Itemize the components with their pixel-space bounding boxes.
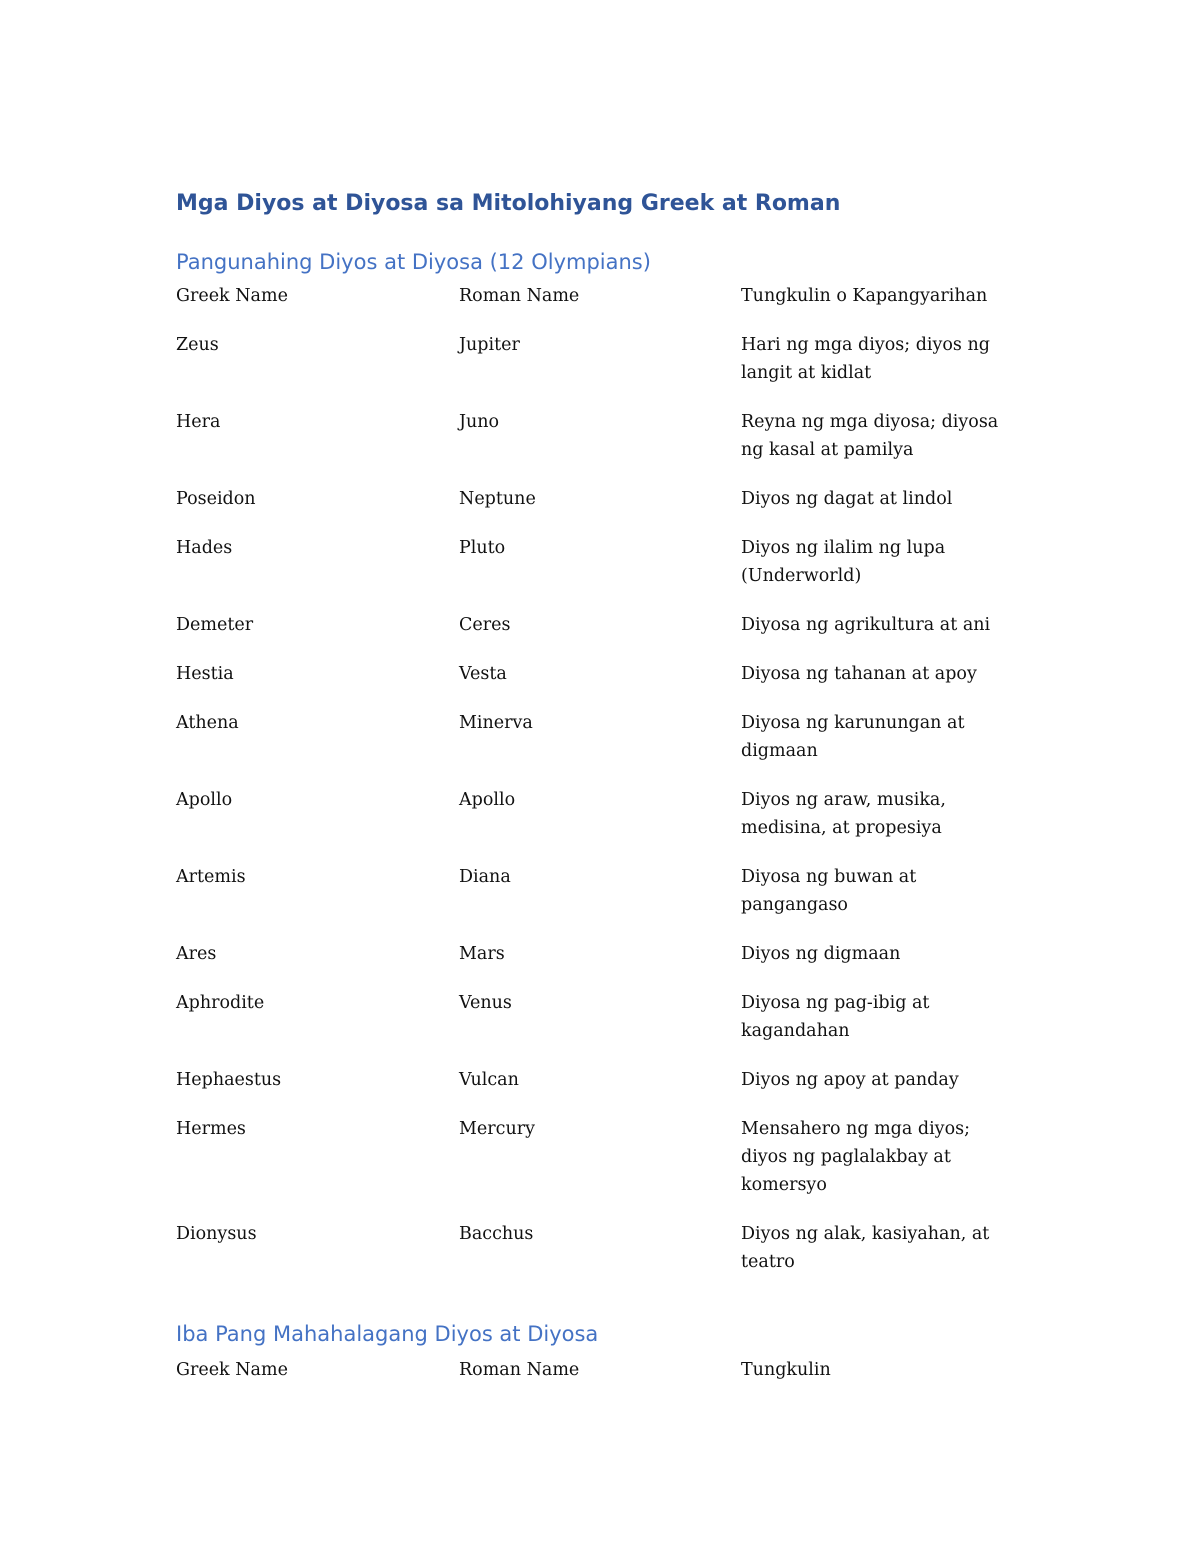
document-title: Mga Diyos at Diyosa sa Mitolohiyang Greek at Roman [176, 191, 841, 216]
greek-name-cell: Ares [176, 944, 217, 964]
role-cell: Diyos ng ilalim ng lupa (Underworld) [741, 538, 946, 586]
table-row [176, 786, 1021, 863]
table-row [176, 989, 1021, 1066]
column-header-roman: Roman Name [459, 286, 580, 306]
greek-name-cell: Hermes [176, 1119, 246, 1139]
greek-name-cell: Hades [176, 538, 233, 558]
role-cell: Reyna ng mga diyosa; diyosa ng kasal at pamilya [741, 412, 999, 460]
roman-name-cell: Pluto [459, 538, 506, 558]
greek-name-cell: Demeter [176, 615, 254, 635]
roman-name-cell: Apollo [459, 790, 516, 810]
roman-name-cell: Bacchus [459, 1224, 534, 1244]
column-header-greek: Greek Name [176, 286, 288, 306]
greek-name-cell: Aphrodite [176, 993, 265, 1013]
roman-name-cell: Juno [459, 412, 500, 432]
greek-name-cell: Poseidon [176, 489, 256, 509]
roman-name-cell: Venus [459, 993, 512, 1013]
role-cell: Diyosa ng pag-ibig at kagandahan [741, 993, 930, 1041]
roman-name-cell: Diana [459, 867, 511, 887]
table-row [176, 485, 1021, 534]
table-row [176, 331, 1021, 408]
table-header-row [176, 282, 1021, 331]
column-header-role: Tungkulin o Kapangyarihan [741, 286, 988, 306]
roman-name-cell: Vulcan [459, 1070, 519, 1090]
roman-name-cell: Jupiter [459, 335, 520, 355]
role-cell: Diyos ng apoy at panday [741, 1070, 959, 1090]
others-heading: Iba Pang Mahahalagang Diyos at Diyosa [176, 1322, 599, 1346]
table-row [176, 408, 1021, 485]
greek-name-cell: Hera [176, 412, 221, 432]
olympians-table [176, 282, 1021, 1297]
roman-name-cell: Neptune [459, 489, 536, 509]
role-cell: Mensahero ng mga diyos; diyos ng paglalakbay at komersyo [741, 1119, 970, 1195]
role-cell: Diyosa ng buwan at pangangaso [741, 867, 917, 915]
table-row [176, 611, 1021, 660]
table-row [176, 1066, 1021, 1115]
column-header-greek: Greek Name [176, 1360, 288, 1380]
table-row [176, 534, 1021, 611]
role-cell: Diyos ng dagat at lindol [741, 489, 953, 509]
role-cell: Diyosa ng tahanan at apoy [741, 664, 977, 684]
roman-name-cell: Minerva [459, 713, 533, 733]
role-cell: Diyos ng alak, kasiyahan, at teatro [741, 1224, 990, 1272]
greek-name-cell: Apollo [176, 790, 233, 810]
column-header-role: Tungkulin [741, 1360, 831, 1380]
table-row [176, 863, 1021, 940]
roman-name-cell: Mars [459, 944, 505, 964]
greek-name-cell: Dionysus [176, 1224, 257, 1244]
greek-name-cell: Hephaestus [176, 1070, 282, 1090]
olympians-heading: Pangunahing Diyos at Diyosa (12 Olympians) [176, 250, 651, 274]
greek-name-cell: Athena [176, 713, 239, 733]
greek-name-cell: Artemis [176, 867, 246, 887]
greek-name-cell: Hestia [176, 664, 234, 684]
role-cell: Diyos ng digmaan [741, 944, 901, 964]
column-header-roman: Roman Name [459, 1360, 580, 1380]
roman-name-cell: Vesta [459, 664, 507, 684]
role-cell: Diyos ng araw, musika, medisina, at propesiya [741, 790, 946, 838]
role-cell: Diyosa ng karunungan at digmaan [741, 713, 965, 761]
role-cell: Hari ng mga diyos; diyos ng langit at kidlat [741, 335, 990, 383]
table-header-row [176, 1356, 1021, 1405]
table-row [176, 660, 1021, 709]
role-cell: Diyosa ng agrikultura at ani [741, 615, 991, 635]
table-row [176, 709, 1021, 786]
table-row [176, 1115, 1021, 1220]
table-row [176, 1220, 1021, 1297]
roman-name-cell: Mercury [459, 1119, 535, 1139]
table-row [176, 940, 1021, 989]
greek-name-cell: Zeus [176, 335, 219, 355]
others-table [176, 1356, 1021, 1405]
roman-name-cell: Ceres [459, 615, 511, 635]
